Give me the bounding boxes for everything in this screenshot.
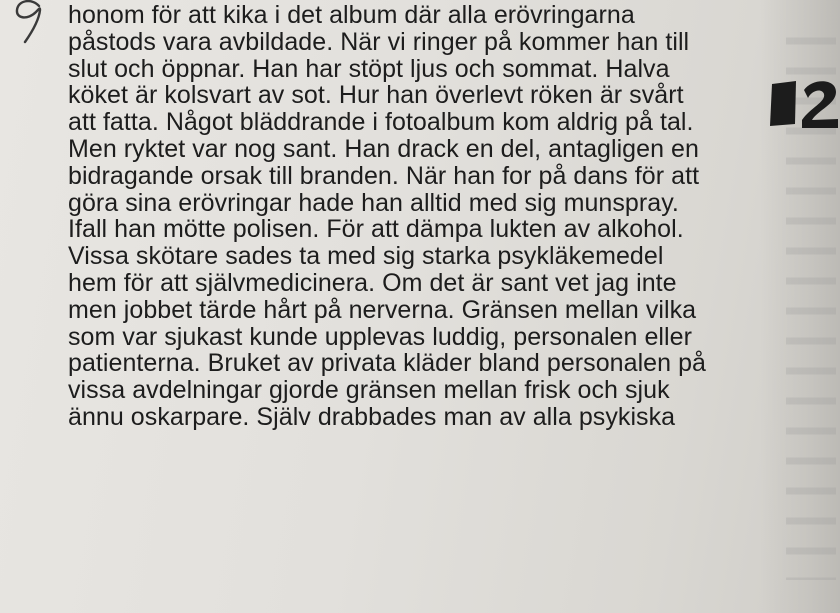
handwritten-nine-icon xyxy=(6,0,52,48)
text-line: vissa avdelningar gjorde gränsen mellan frisk och sjuk xyxy=(68,376,670,405)
text-line: påstods vara avbildade. När vi ringer på kommer han till xyxy=(68,27,690,56)
body-text xyxy=(68,2,808,431)
text-line: göra sina erövringar hade han alltid med sig munspray. xyxy=(68,188,679,217)
text-line: Vissa skötare sades ta med sig starka psykläkemedel xyxy=(68,242,664,271)
text-line: honom för att kika i det album där alla erövringarna xyxy=(68,1,635,29)
text-line: men jobbet tärde hårt på nerverna. Gränsen mellan vilka xyxy=(68,295,697,324)
text-line: bidragande orsak till branden. När han for på dans för att xyxy=(68,161,700,190)
text-line: köket är kolsvart av sot. Hur han överlevt röken är svårt xyxy=(68,81,684,110)
text-line: slut och öppnar. Han har stöpt ljus och sommat. Halva xyxy=(68,54,670,83)
text-line: som var sjukast kunde upplevas luddig, personalen eller xyxy=(68,322,692,351)
text-line: patienterna. Bruket av privata kläder bland personalen på xyxy=(68,349,706,378)
text-line: Men ryktet var nog sant. Han drack en del, antagligen en xyxy=(68,134,699,163)
text-line: Ifall han mötte polisen. För att dämpa lukten av alkohol. xyxy=(68,215,684,244)
text-line: att fatta. Något bläddrande i fotoalbum kom aldrig på tal. xyxy=(68,108,694,137)
text-line: hem för att självmedicinera. Om det är sant vet jag inte xyxy=(68,268,677,297)
text-line: ännu oskarpare. Själv drabbades man av alla psykiska xyxy=(68,402,676,431)
